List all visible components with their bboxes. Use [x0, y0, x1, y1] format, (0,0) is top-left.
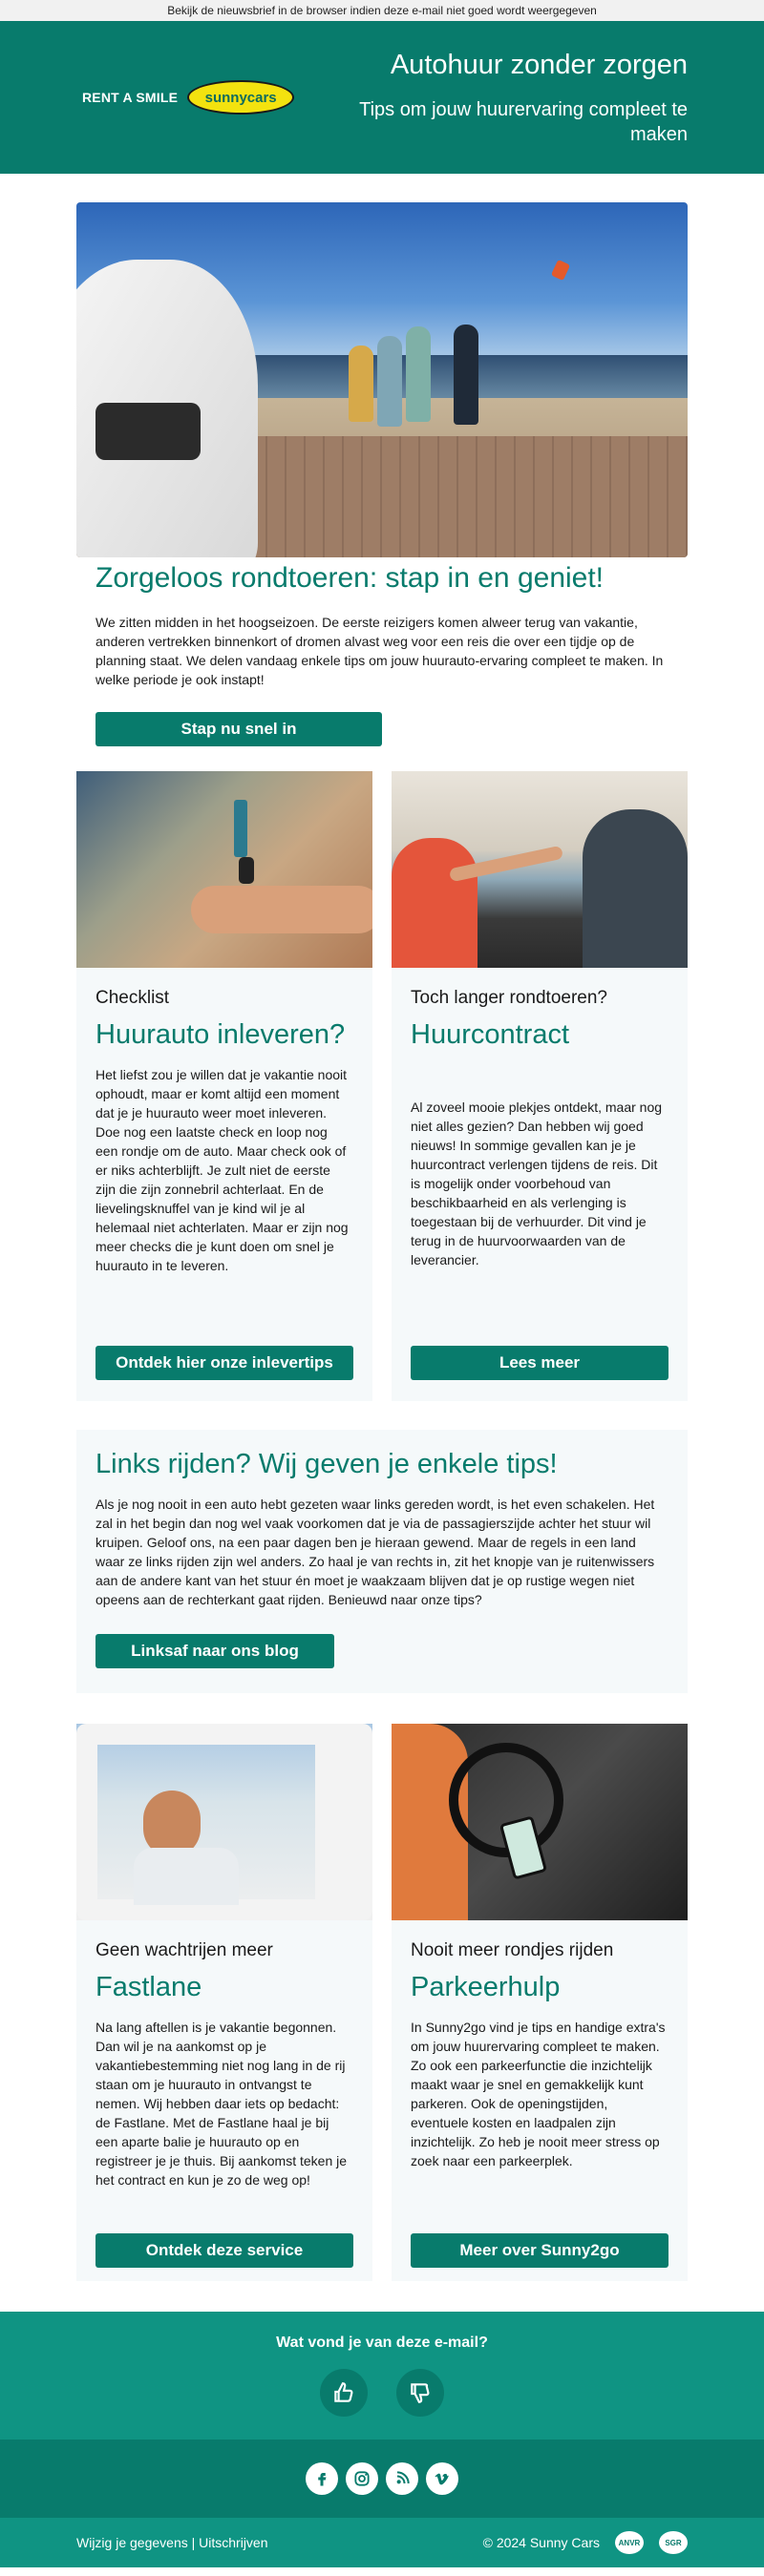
card-title: Parkeerhulp: [411, 1972, 561, 2002]
left-driving-tips: [76, 1430, 688, 1693]
card-checklist: [76, 771, 372, 1401]
hero-beach-image[interactable]: [76, 202, 688, 557]
unsubscribe-link[interactable]: Uitschrijven: [199, 2535, 268, 2550]
card-text: Al zoveel mooie plekjes ontdekt, maar nog niet alles gezien? Dan hebben wij goed nieuws! In sommige gevallen kan je je huurcontract verlengen tijdens de reis. Dit is mogelijk onder voorbehoud van beschikbaarheid en als verlenging is toegestaan bij de verhuurder. Dit vind je terug in de huurvoorwaarden van de leverancier.: [411, 1100, 663, 1267]
card-parking: [392, 1724, 688, 2281]
sunny2go-button[interactable]: Meer over Sunny2go: [411, 2233, 668, 2268]
blog-icon[interactable]: [386, 2462, 418, 2495]
hero-cta-button[interactable]: Stap nu snel in: [96, 712, 382, 746]
phone-in-car-image[interactable]: [392, 1724, 688, 1920]
copyright: © 2024 Sunny Cars: [482, 2535, 600, 2550]
anvr-badge-icon[interactable]: ANVR: [615, 2531, 644, 2554]
car-key-image[interactable]: [76, 771, 372, 968]
card-rental-contract: [392, 771, 688, 1401]
card-title: Fastlane: [96, 1972, 202, 2002]
card-title: Huurcontract: [411, 1019, 570, 1050]
fastlane-service-button[interactable]: Ontdek deze service: [96, 2233, 353, 2268]
brand-tagline: RENT A SMILE: [82, 90, 179, 105]
feedback-section: [0, 2312, 764, 2440]
tips-title: Links rijden? Wij geven je enkele tips!: [96, 1449, 558, 1479]
social-bar: [0, 2440, 764, 2518]
card-kicker: Checklist: [96, 988, 170, 1008]
blog-button[interactable]: Linksaf naar ons blog: [96, 1634, 334, 1668]
card-text: Na lang aftellen is je vakantie begonnen. Dan wil je na aankomst op je vakantiebestemming niet nog lang in de rij staan om je huurauto in ontvangst te nemen. Wij hebben daar iets op bedacht: de Fastlane. Met de Fastlane haal je bij een aparte balie je huurauto op en registreer je je thuis. Bij aankomst teken je het contract en kun je zo de weg op!: [96, 2020, 348, 2188]
read-more-button[interactable]: Lees meer: [411, 1346, 668, 1380]
header-subtitle: Tips om jouw huurervaring compleet te maken: [359, 99, 688, 145]
hero-body: We zitten midden in het hoogseizoen. De eerste reizigers komen alweer terug van vakantie, anderen vertrekken binnenkort of dromen alvast weg voor een reis die over een tijdje op de planning staat. We delen vandaag enkele tips om jouw huurauto-ervaring compleet te maken. In welke periode je ook instapt!: [96, 615, 664, 687]
brand[interactable]: [82, 80, 294, 115]
card-kicker: Nooit meer rondjes rijden: [411, 1940, 614, 1960]
vimeo-icon[interactable]: [426, 2462, 458, 2495]
thumbs-up-icon[interactable]: [320, 2369, 368, 2417]
card-text: Het liefst zou je willen dat je vakantie nooit ophoudt, maar er komt altijd een moment dat je je huurauto weer moet inleveren. Doe nog een laatste check en loop nog een rondje om de auto. Maar check ook of er niks achterblijft. Je zult niet de eerste zijn die zijn zonnebril achterlaat. En de lievelingsknuffel van je kind wil je al helemaal niet achterlaten. Maar er zijn nog meer checks die je kunt doen om snel je huurauto in te leveren.: [96, 1067, 349, 1273]
footer: [0, 2518, 764, 2567]
instagram-icon[interactable]: [346, 2462, 378, 2495]
tips-body: Als je nog nooit in een auto hebt gezeten waar links gereden wordt, is het even schakelen. Het zal in het begin dan nog wel vaak voorkomen dat je via de passagierszijde achter het stuur wil kruipen. Geloof ons, na een paar dagen ben je hieraan gewend. Maar de regels in een land waar ze links rijden zijn wel anders. Zo haal je van rechts in, zit het knopje van je ruitenwissers aan de andere kant van het stuur én moet je waakzaam blijven dat je op rustige wegen niet opeens aan de rechterkant gaat rijden. Benieuwd naar onze tips?: [96, 1497, 655, 1607]
hero-title: Zorgeloos rondtoeren: stap in en geniet!: [96, 562, 605, 594]
thumbs-down-icon[interactable]: [396, 2369, 444, 2417]
header-title: Autohuur zonder zorgen: [390, 50, 688, 80]
card-kicker: Toch langer rondtoeren?: [411, 988, 607, 1008]
card-kicker: Geen wachtrijen meer: [96, 1940, 273, 1960]
card-fastlane: [76, 1724, 372, 2281]
footer-separator: |: [191, 2535, 196, 2550]
driver-smiling-image[interactable]: [76, 1724, 372, 1920]
preheader: [0, 0, 764, 21]
edit-details-link[interactable]: Wijzig je gegevens: [76, 2535, 188, 2550]
car-interior-image[interactable]: [392, 771, 688, 968]
return-tips-button[interactable]: Ontdek hier onze inlevertips: [96, 1346, 353, 1380]
view-in-browser-link[interactable]: Bekijk de nieuwsbrief in de browser indien deze e-mail niet goed wordt weergegeven: [167, 4, 597, 17]
sunnycars-logo[interactable]: sunnycars: [187, 80, 294, 115]
card-title: Huurauto inleveren?: [96, 1019, 346, 1050]
facebook-icon[interactable]: [306, 2462, 338, 2495]
feedback-question: Wat vond je van deze e-mail?: [276, 2335, 488, 2351]
header: [0, 21, 764, 174]
sgr-badge-icon[interactable]: SGR: [659, 2531, 688, 2554]
card-text: In Sunny2go vind je tips en handige extra's om jouw huurervaring compleet te maken. Zo ook een parkeerfunctie die inzichtelijk maakt waar je snel en gemakkelijk kunt parkeren. Ook de openingstijden, eventuele kosten en laadpalen zijn inzichtelijk. Zo heb je nooit meer stress op zoek naar een parkeerplek.: [411, 2020, 666, 2168]
